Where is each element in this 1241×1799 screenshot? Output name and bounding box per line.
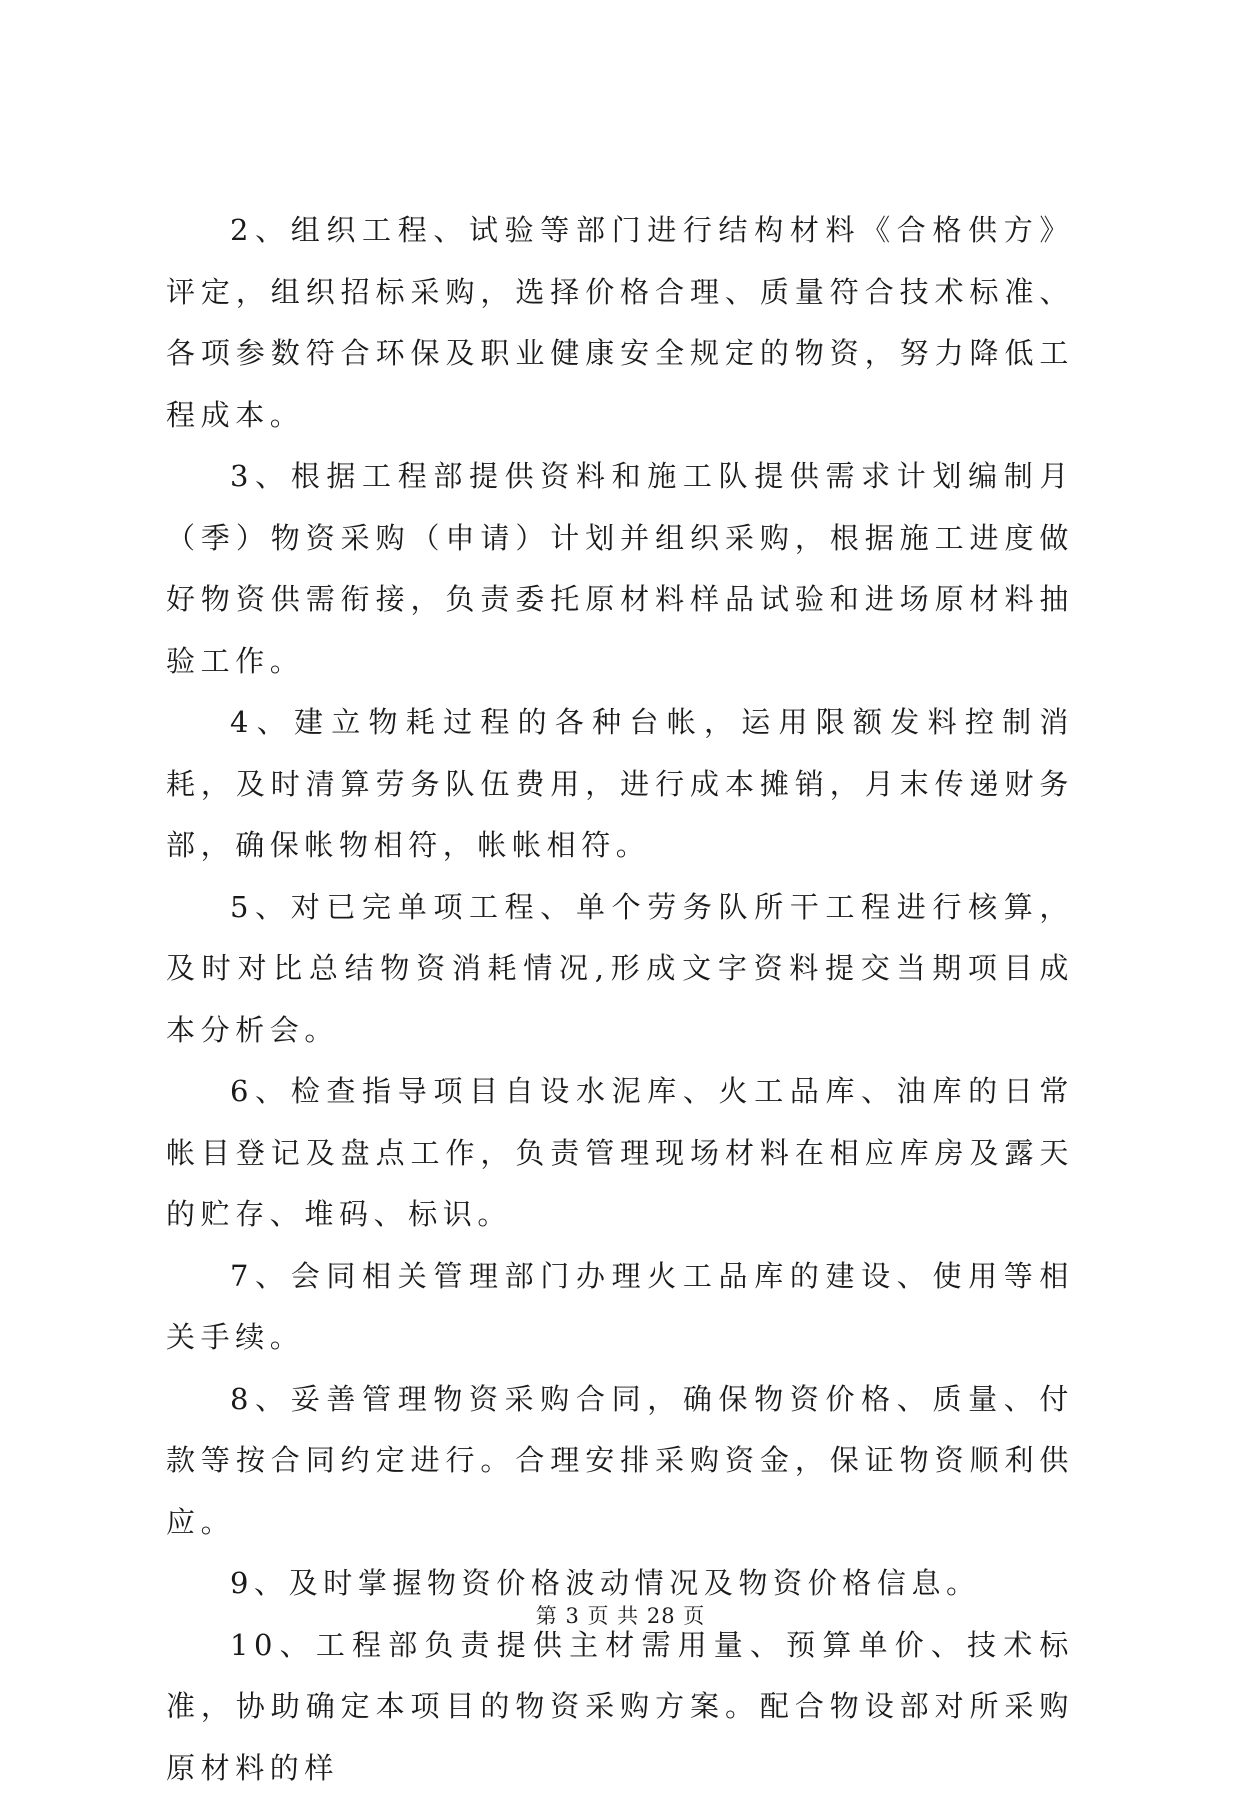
paragraph-item-7: 7、会同相关管理部门办理火工品库的建设、使用等相关手续。 [166, 1246, 1074, 1369]
paragraph-item-4: 4、建立物耗过程的各种台帐，运用限额发料控制消耗，及时清算劳务队伍费用，进行成本摊销，月末传递财务部，确保帐物相符，帐帐相符。 [166, 692, 1074, 877]
document-body [166, 200, 1074, 1799]
paragraph-item-2: 2、组织工程、试验等部门进行结构材料《合格供方》评定，组织招标采购，选择价格合理、质量符合技术标准、各项参数符合环保及职业健康安全规定的物资，努力降低工程成本。 [166, 200, 1074, 446]
paragraph-item-9: 9、及时掌握物资价格波动情况及物资价格信息。 [166, 1553, 1074, 1615]
paragraph-item-10: 10、工程部负责提供主材需用量、预算单价、技术标准，协助确定本项目的物资采购方案。配合物设部对所采购原材料的样 [166, 1615, 1074, 1799]
paragraph-item-8: 8、妥善管理物资采购合同，确保物资价格、质量、付款等按合同约定进行。合理安排采购资金，保证物资顺利供应。 [166, 1369, 1074, 1554]
paragraph-item-3: 3、根据工程部提供资料和施工队提供需求计划编制月（季）物资采购（申请）计划并组织采购，根据施工进度做好物资供需衔接，负责委托原材料样品试验和进场原材料抽验工作。 [166, 446, 1074, 692]
paragraph-item-5: 5、对已完单项工程、单个劳务队所干工程进行核算，及时对比总结物资消耗情况,形成文字资料提交当期项目成本分析会。 [166, 877, 1074, 1062]
page-number-footer: 第 3 页 共 28 页 [0, 1600, 1241, 1630]
paragraph-item-6: 6、检查指导项目自设水泥库、火工品库、油库的日常帐目登记及盘点工作，负责管理现场材料在相应库房及露天的贮存、堆码、标识。 [166, 1061, 1074, 1246]
